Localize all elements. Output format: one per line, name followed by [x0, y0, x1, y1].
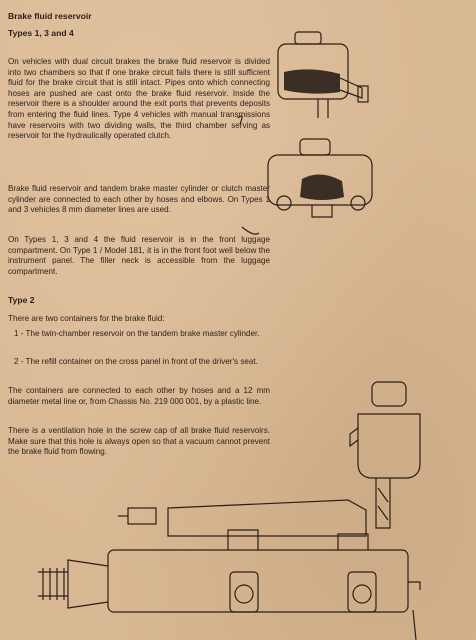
paragraph-ventilation: There is a ventilation hole in the screw cap of all brake fluid reservoirs. Make sure that this hole is always open so that a vacuum cannot prevent the brake fluid from flowing. — [8, 426, 270, 457]
list-item-1: 1 - The twin-chamber reservoir on the tandem brake master cylinder. — [14, 329, 260, 338]
reservoir-side-illustration — [270, 30, 380, 125]
master-cylinder-illustration — [18, 490, 448, 640]
page-title: Brake fluid reservoir — [8, 11, 92, 21]
reservoir-cutaway-illustration — [262, 135, 382, 225]
paragraph-location: On Types 1, 3 and 4 the fluid reservoir is in the front luggage compartment. On Type 1 / Model 181, it is in the front foot well below the instrument panel. The filler neck is accessible from the luggage compartment. — [8, 235, 270, 276]
list-item-2: 2 - The refill container on the cross panel in front of the driver's seat. — [14, 357, 258, 366]
paragraph-containers: There are two containers for the brake fluid: — [8, 314, 165, 323]
type2-heading: Type 2 — [8, 295, 35, 305]
paragraph-connections: Brake fluid reservoir and tandem brake master cylinder or clutch master cylinder are connected to each other by hoses and elbows. On Types 1 and 3 vehicles 8 mm diameter lines are used. — [8, 184, 270, 215]
section-subtitle: Types 1, 3 and 4 — [8, 28, 74, 38]
paragraph-lines: The containers are connected to each other by hoses and a 12 mm diameter metal line or, from Chassis No. 219 000 001, by a plastic line. — [8, 386, 270, 406]
paragraph-dual-circuit: On vehicles with dual circuit brakes the brake fluid reservoir is divided into two chambers so that if one brake circuit fails there is still sufficient fluid for the brake circuit that is still intact. Pipes onto which connecting hoses are pushed are cast onto the brake fluid reservoir. Inside the reservoir there is a shoulder around the exit ports that prevents deposits from entering the fluid lines. Type 4 vehicles with manual transmissions have reservoirs with two dividing walls, the third chamber serving as reservoir for the hydraulically operated clutch. — [8, 57, 270, 141]
